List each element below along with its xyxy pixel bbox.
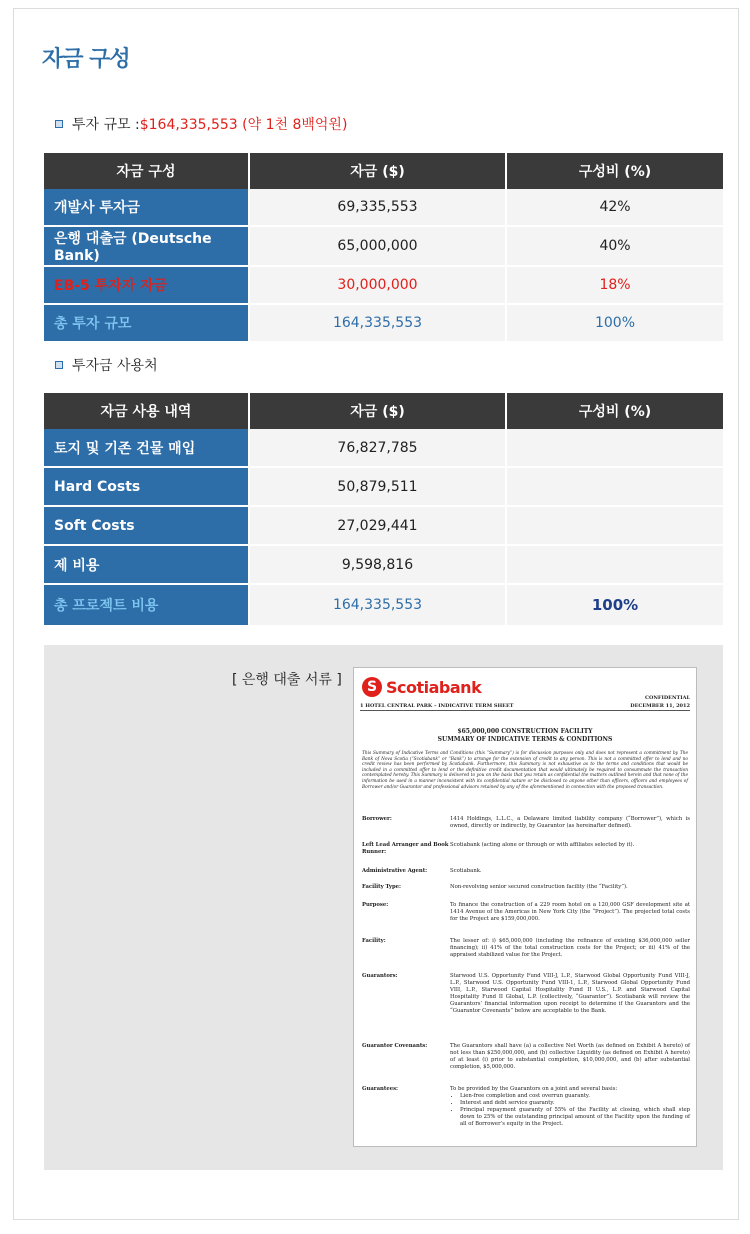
term-value: Non-revolving senior secured construction facility (the “Facility”). bbox=[450, 884, 628, 890]
term-value: To finance the construction of a 229 room hotel on a 120,000 GSF development site at 1414 Avenue of the Americas in New York City (the “Project”). The projected total costs for the Project are $159,000,000. bbox=[450, 902, 690, 922]
term-sheet-date: DECEMBER 11, 2012 bbox=[630, 703, 690, 709]
scotiabank-wordmark: Scotiabank bbox=[386, 677, 482, 697]
term-sheet-title-line1: $65,000,000 CONSTRUCTION FACILITY bbox=[457, 728, 593, 735]
guarantees-list bbox=[450, 1093, 690, 1128]
funding-row-pct: 18% bbox=[506, 266, 723, 304]
term-value bbox=[450, 1086, 690, 1128]
term-value: The Guarantors shall have (a) a collective Net Worth (as defined on Exhibit A hereto) of not less than $250,000,000, and (b) collective Liquidity (as defined on Exhibit A hereto) of at least (i) prior to substantial completion, $10,000,000, and (b) after substantial completion, $5,000,000. bbox=[450, 1043, 690, 1070]
funding-header-pct: 구성비 (%) bbox=[506, 153, 723, 189]
table-row-total bbox=[44, 584, 723, 626]
funding-row-label: 개발사 투자금 bbox=[44, 189, 249, 226]
funding-header-amount: 자금 ($) bbox=[249, 153, 506, 189]
funding-row-label: EB-5 투자자 자금 bbox=[44, 266, 249, 304]
table-row bbox=[44, 545, 723, 584]
bullet-icon bbox=[55, 120, 63, 128]
list-item: • Interest and debt service guaranty. bbox=[460, 1100, 690, 1107]
term-key: Left Lead Arranger and Book Runner: bbox=[362, 842, 449, 855]
term-key: Borrower: bbox=[362, 816, 392, 822]
bank-document-panel bbox=[44, 645, 723, 1170]
term-row bbox=[362, 902, 690, 923]
term-key: Administrative Agent: bbox=[362, 868, 428, 874]
term-row bbox=[362, 884, 690, 891]
bullet-icon bbox=[55, 361, 63, 369]
term-row bbox=[362, 842, 690, 856]
term-row bbox=[362, 1086, 690, 1128]
funding-row-amount: 69,335,553 bbox=[249, 189, 506, 226]
funding-table bbox=[44, 153, 723, 343]
table-row bbox=[44, 226, 723, 266]
uses-row-amount: 50,879,511 bbox=[249, 467, 506, 506]
uses-total-amount: 164,335,553 bbox=[249, 584, 506, 626]
funding-row-amount: 65,000,000 bbox=[249, 226, 506, 266]
term-value: 1414 Holdings, L.L.C., a Delaware limited liability company (“Borrower”), which is owned, directly or indirectly, by Guarantor (as hereinafter defined). bbox=[450, 816, 690, 829]
funding-total-pct: 100% bbox=[506, 304, 723, 342]
uses-row-pct bbox=[506, 506, 723, 545]
page-title: 자금 구성 bbox=[42, 47, 130, 72]
guarantees-intro: To be provided by the Guarantors on a joint and several basis: bbox=[450, 1086, 618, 1092]
table-row-total bbox=[44, 304, 723, 342]
uses-header-pct: 구성비 (%) bbox=[506, 393, 723, 429]
uses-row-amount: 76,827,785 bbox=[249, 429, 506, 467]
investment-size-line bbox=[55, 114, 347, 134]
uses-total-label: 총 프로젝트 비용 bbox=[44, 584, 249, 626]
uses-total-pct: 100% bbox=[506, 584, 723, 626]
term-key: Purpose: bbox=[362, 902, 389, 908]
investment-value: $164,335,553 (약 1천 8백억원) bbox=[139, 117, 348, 133]
term-key: Facility Type: bbox=[362, 884, 401, 890]
funding-total-amount: 164,335,553 bbox=[249, 304, 506, 342]
table-row bbox=[44, 467, 723, 506]
uses-label: 투자금 사용처 bbox=[72, 358, 158, 374]
uses-row-label: 제 비용 bbox=[44, 545, 249, 584]
term-sheet-header-left: 1 HOTEL CENTRAL PARK – INDICATIVE TERM SHEET bbox=[360, 703, 514, 709]
term-sheet-header bbox=[360, 703, 690, 711]
term-key: Guarantees: bbox=[362, 1086, 399, 1092]
uses-header-item: 자금 사용 내역 bbox=[44, 393, 249, 429]
funding-total-label: 총 투자 규모 bbox=[44, 304, 249, 342]
table-row bbox=[44, 189, 723, 226]
term-value: Scotiabank (acting alone or through or with affiliates selected by it). bbox=[450, 842, 635, 848]
funding-row-pct: 40% bbox=[506, 226, 723, 266]
uses-table bbox=[44, 393, 723, 627]
term-row bbox=[362, 973, 690, 1015]
bank-document-caption: [ 은행 대출 서류 ] bbox=[232, 672, 342, 688]
uses-row-label: Hard Costs bbox=[44, 467, 249, 506]
term-value: The lesser of: i) $65,000,000 (including the refinance of existing $36,000,000 seller financing); ii) 41% of the total construction costs for the Project; or iii) 41% of the appraised stabilized value for the Project. bbox=[450, 938, 690, 958]
uses-heading bbox=[55, 355, 158, 375]
term-key: Guarantors: bbox=[362, 973, 398, 979]
uses-header-amount: 자금 ($) bbox=[249, 393, 506, 429]
term-sheet-title bbox=[354, 728, 696, 744]
funding-row-pct: 42% bbox=[506, 189, 723, 226]
table-row bbox=[44, 266, 723, 304]
term-sheet-title-line2: SUMMARY OF INDICATIVE TERMS & CONDITIONS bbox=[437, 736, 613, 743]
uses-row-pct bbox=[506, 429, 723, 467]
funding-header-source: 자금 구성 bbox=[44, 153, 249, 189]
term-key: Guarantor Covenants: bbox=[362, 1043, 428, 1049]
funding-row-amount: 30,000,000 bbox=[249, 266, 506, 304]
confidential-label: CONFIDENTIAL bbox=[645, 695, 690, 701]
list-item: • Lien-free completion and cost overrun guaranty. bbox=[460, 1093, 690, 1100]
scotiabank-s-icon: S bbox=[362, 677, 382, 697]
uses-row-label: Soft Costs bbox=[44, 506, 249, 545]
term-value: Starwood U.S. Opportunity Fund VIII-J, L.P., Starwood Global Opportunity Fund VIII-J, L.P., Starwood U.S. Opportunity Fund VIII-1, L.P., Starwood Global Opportunity Fund VIII, L.P., Starwood Capital Hospitality Fund II U.S., L.P. and Starwood Capital Hospitality Fund II Global, L.P. (collectively, “Guarantor”). Scotiabank will review the Guarantors’ financial information upon receipt to determine if the Guarantors and the “Guarantor Covenants” below are acceptable to the Bank. bbox=[450, 973, 690, 1014]
uses-row-amount: 27,029,441 bbox=[249, 506, 506, 545]
uses-row-pct bbox=[506, 545, 723, 584]
term-value: Scotiabank. bbox=[450, 868, 482, 874]
term-sheet-image bbox=[353, 667, 697, 1147]
funding-row-label: 은행 대출금 (Deutsche Bank) bbox=[44, 226, 249, 266]
term-key: Facility: bbox=[362, 938, 386, 944]
term-row bbox=[362, 1043, 690, 1071]
table-row bbox=[44, 429, 723, 467]
term-row bbox=[362, 938, 690, 959]
uses-row-label: 토지 및 기존 건물 매입 bbox=[44, 429, 249, 467]
term-row bbox=[362, 868, 690, 875]
investment-label: 투자 규모 : bbox=[72, 117, 140, 133]
term-row bbox=[362, 816, 690, 830]
list-item: • Principal repayment guaranty of 55% of the Facility at closing, which shall step down to 25% of the outstanding principal amount of the Facility upon the funding of all of Borrower’s equity in the Project. bbox=[460, 1107, 690, 1128]
scotiabank-logo bbox=[362, 677, 481, 697]
term-sheet-intro: This Summary of Indicative Terms and Conditions (this “Summary”) is for discussion purposes only and does not represent a commitment by The Bank of Nova Scotia (“Scotiabank” or “Bank”) to arrange for the extension of credit to any person. This is not a committed offer to lend and no credit review has been performed by Scotiabank. Furthermore, this Summary is not exhaustive as to the terms and conditions that would be included in a committed offer to lend or the definitive credit documentation that would ultimately be required to consummate the transaction contemplated hereby. This Summary is delivered to you on the basis that you retain as confidential the matters outlined herein and that none of the information be used in a manner inconsistent with its confidential nature or be disclosed to anyone other than officers, officers and employees of Borrower and/or Guarantor and professional advisors retained by any of the aforementioned in connection with the proposed transaction. bbox=[362, 751, 688, 790]
table-row bbox=[44, 506, 723, 545]
uses-row-pct bbox=[506, 467, 723, 506]
uses-row-amount: 9,598,816 bbox=[249, 545, 506, 584]
